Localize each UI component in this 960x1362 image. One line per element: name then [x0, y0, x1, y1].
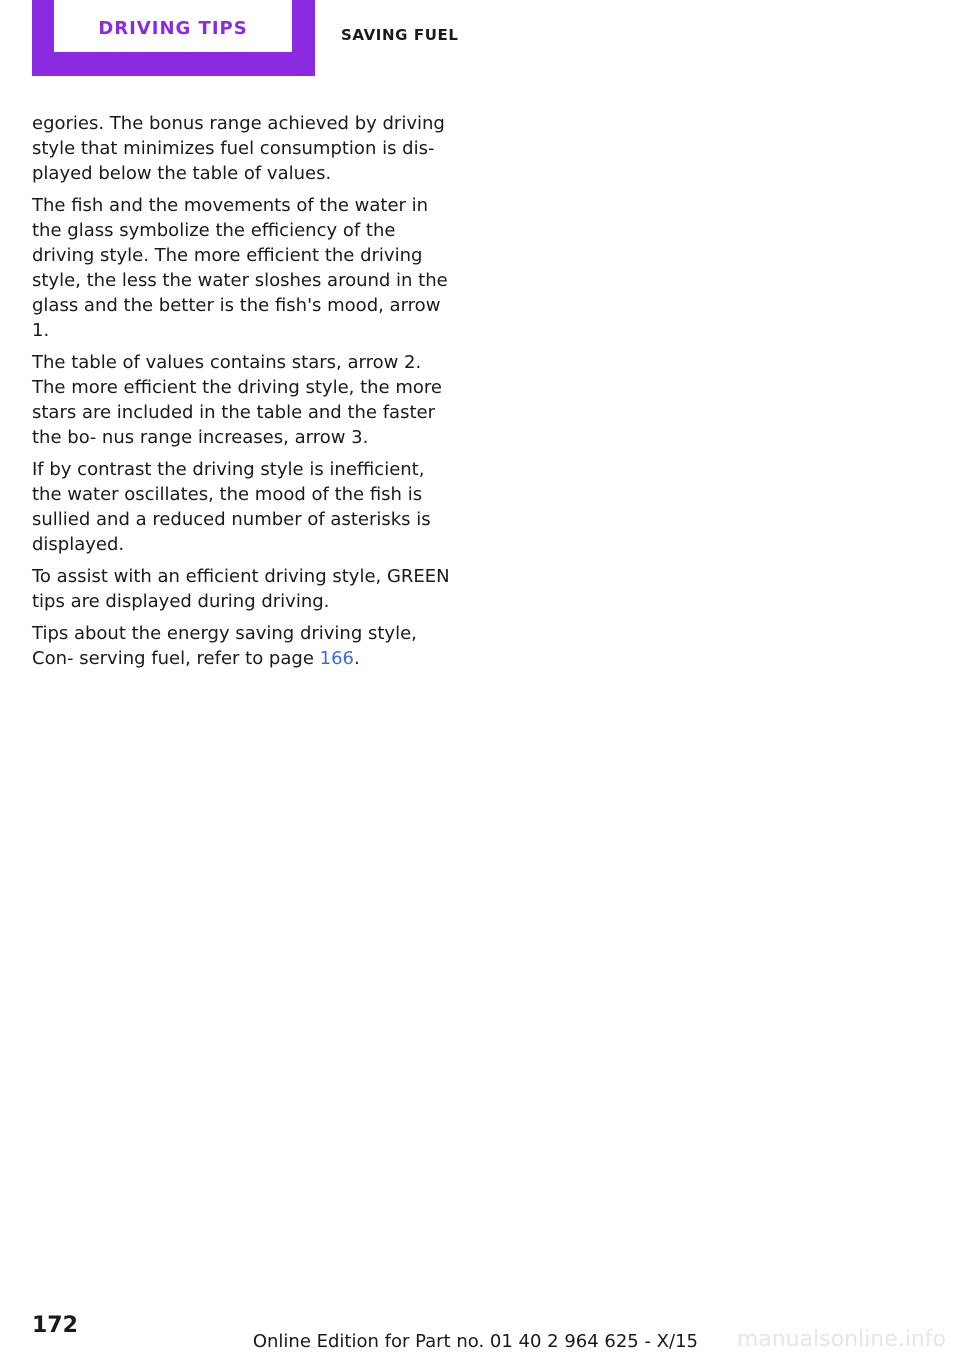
paragraph: If by contrast the driving style is inefficient, the water oscillates, the mood of the fish is sullied and a reduced number of asterisks is displayed. [32, 459, 431, 555]
body-text [32, 111, 450, 678]
edition-footer: Online Edition for Part no. 01 40 2 964 625 - X/15 [252, 1331, 698, 1352]
reference-text: Tips about the energy saving driving style, Con‐ serving fuel, refer to page [32, 623, 417, 669]
paragraph: To assist with an efficient driving style, GREEN tips are displayed during driving. [32, 566, 450, 612]
paragraph: egories. The bonus range achieved by driving style that minimizes fuel consumption is dis‐ played below the table of values. [32, 113, 445, 184]
reference-end: . [353, 648, 360, 669]
chapter-tab [32, 0, 315, 76]
paragraph: The table of values contains stars, arrow 2. The more efficient the driving style, the more stars are included in the table and the faster the bo‐ nus range increases, arrow 3. [32, 352, 442, 448]
page-number: 172 [32, 1313, 78, 1338]
paragraph: The fish and the movements of the water in the glass symbolize the efficiency of the driving style. The more efficient the driving style, the less the water sloshes around in the glass and the better is the fish's mood, arrow 1. [32, 195, 448, 341]
page-reference-link[interactable]: 166 [319, 648, 354, 669]
section-title: SAVING FUEL [341, 26, 459, 44]
chapter-tab-inner [54, 0, 292, 52]
watermark: manualsonline.info [736, 1327, 946, 1352]
chapter-tab-label: DRIVING TIPS [98, 18, 248, 39]
paragraph-with-reference [32, 621, 450, 671]
